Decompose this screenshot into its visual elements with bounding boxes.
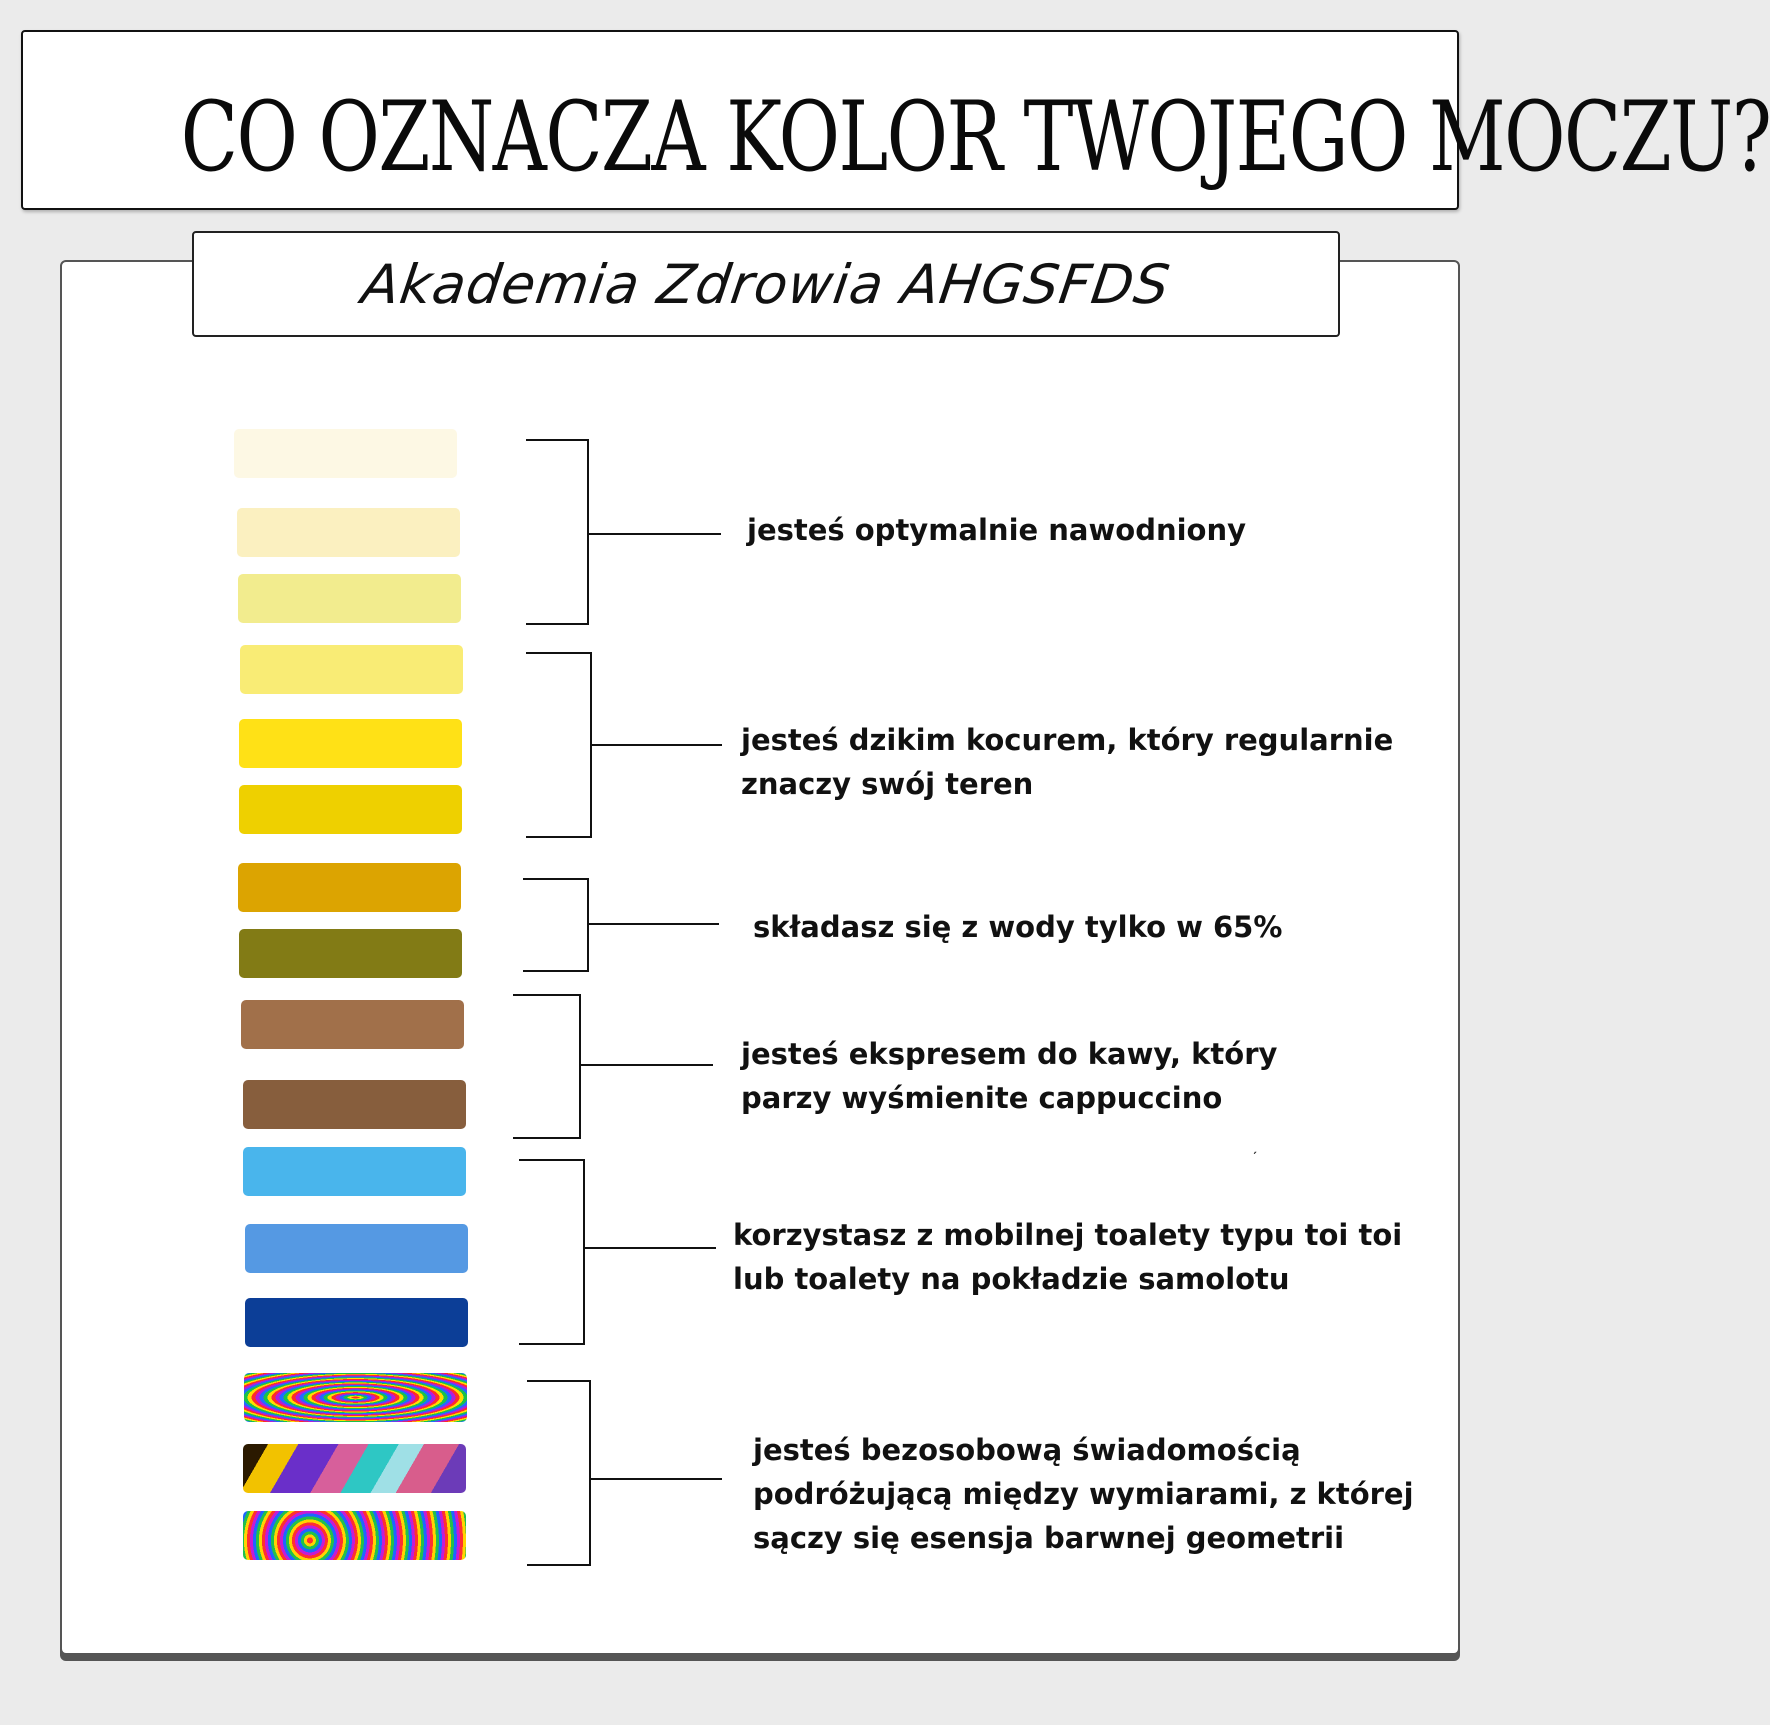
- label-group-5: [733, 1213, 1402, 1301]
- label-line: znaczy swój teren: [741, 767, 1034, 801]
- swatch-3: [238, 574, 461, 623]
- stray-mark: ˏ: [1252, 1138, 1258, 1155]
- swatch-9: [241, 1000, 464, 1049]
- page-subtitle: Akademia Zdrowia AHGSFDS: [358, 253, 1175, 316]
- bracket-group-1: [526, 439, 589, 625]
- swatch-spiral-pattern: [244, 1373, 467, 1422]
- swatch-10: [243, 1080, 466, 1129]
- label-group-2: [741, 718, 1393, 806]
- label-group-3: [753, 905, 1282, 949]
- swatch-4: [240, 645, 463, 694]
- bracket-group-6: [527, 1380, 591, 1566]
- label-line: sączy się esensja barwnej geometrii: [753, 1521, 1345, 1555]
- subtitle-banner: [192, 231, 1340, 337]
- bracket-group-3: [523, 878, 589, 972]
- swatch-2: [237, 508, 460, 557]
- swatch-8: [239, 929, 462, 978]
- connector-group-2: [592, 744, 722, 746]
- connector-group-3: [589, 923, 719, 925]
- swatch-12: [245, 1224, 468, 1273]
- label-group-1: [747, 508, 1246, 552]
- page-title: CO OZNACZA KOLOR TWOJEGO MOCZU?: [180, 81, 1770, 193]
- swatch-6: [239, 785, 462, 834]
- swatch-13: [245, 1298, 468, 1347]
- bracket-group-4: [513, 994, 581, 1139]
- swatch-7: [238, 863, 461, 912]
- label-line: składasz się z wody tylko w 65%: [753, 910, 1283, 944]
- connector-group-4: [581, 1064, 713, 1066]
- label-line: korzystasz z mobilnej toalety typu toi toi: [733, 1218, 1403, 1252]
- swatch-5: [239, 719, 462, 768]
- connector-group-1: [589, 533, 721, 535]
- label-line: lub toalety na pokładzie samolotu: [733, 1262, 1290, 1296]
- label-line: jesteś bezosobową świadomością: [753, 1433, 1301, 1467]
- label-line: jesteś optymalnie nawodniony: [747, 513, 1247, 547]
- connector-group-6: [591, 1478, 722, 1480]
- swatch-fractal-pattern-1: [243, 1444, 466, 1493]
- label-group-4: [741, 1032, 1277, 1120]
- swatch-fractal-pattern-2: [243, 1511, 466, 1560]
- label-line: jesteś ekspresem do kawy, który: [741, 1037, 1278, 1071]
- connector-group-5: [585, 1247, 716, 1249]
- label-group-6: [753, 1428, 1414, 1560]
- label-line: parzy wyśmienite cappuccino: [741, 1081, 1223, 1115]
- bracket-group-5: [519, 1159, 585, 1345]
- swatch-1: [234, 429, 457, 478]
- label-line: jesteś dzikim kocurem, który regularnie: [741, 723, 1394, 757]
- bracket-group-2: [526, 652, 592, 838]
- label-line: podróżującą między wymiarami, z której: [753, 1477, 1414, 1511]
- swatch-11: [243, 1147, 466, 1196]
- title-banner: [21, 30, 1770, 210]
